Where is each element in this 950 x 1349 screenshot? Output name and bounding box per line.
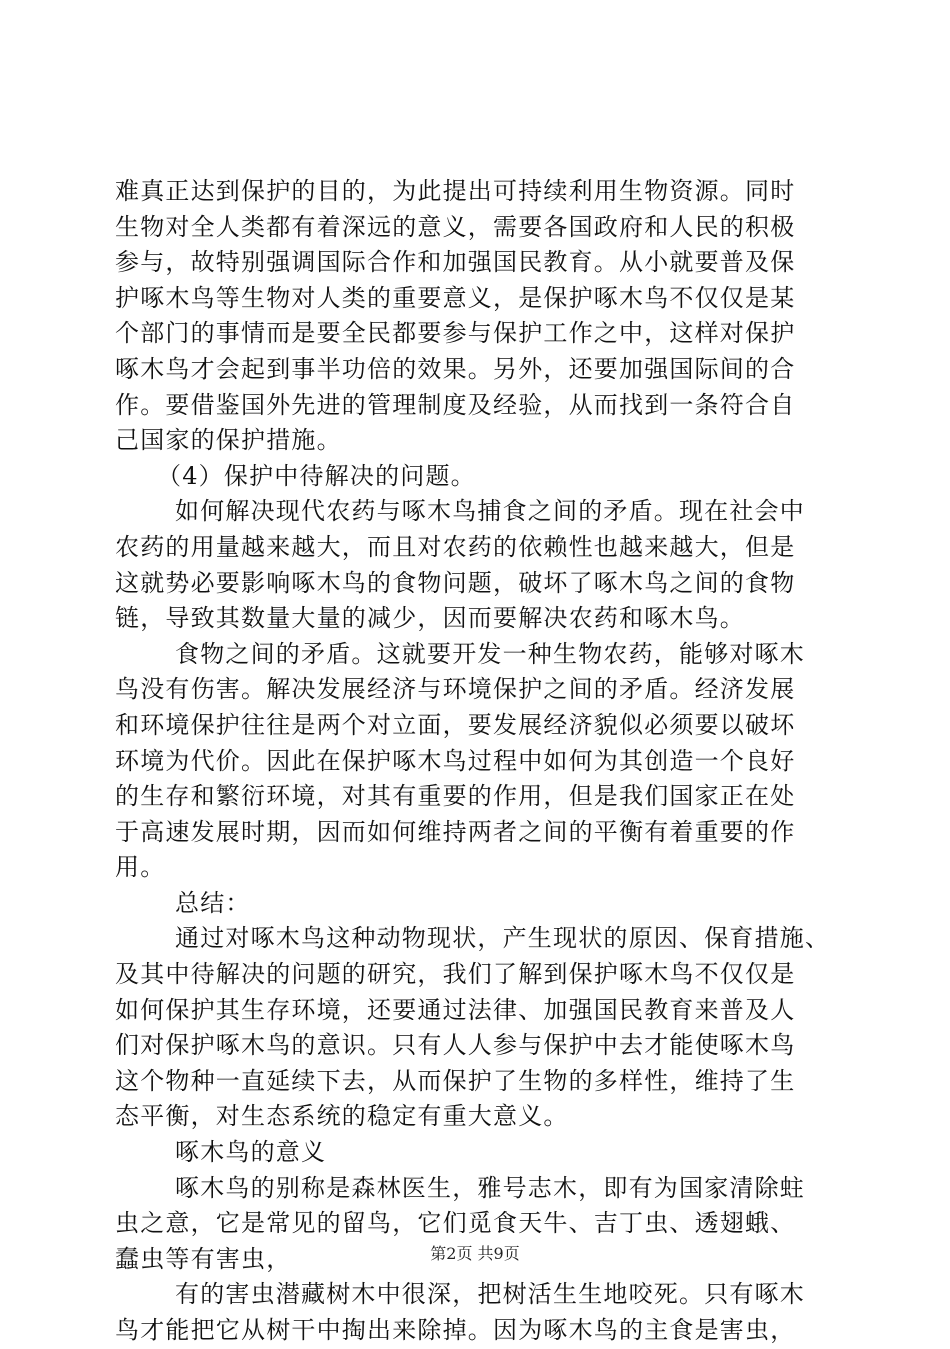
text-line: 如何解决现代农药与啄木鸟捕食之间的矛盾。现在社会中 [175,497,805,526]
section-heading: （4）保护中待解决的问题。 [157,461,476,490]
text-line: 于高速发展时期，因而如何维持两者之间的平衡有着重要的作 [115,817,796,846]
text-line: 食物之间的矛盾。这就要开发一种生物农药，能够对啄木 [175,639,805,668]
text-line: 的生存和繁衍环境，对其有重要的作用，但是我们国家正在处 [115,782,796,811]
text-line: 己国家的保护措施。 [115,426,342,455]
text-line: 啄木鸟才会起到事半功倍的效果。另外，还要加强国际间的合 [115,354,796,383]
section-heading: 啄木鸟的意义 [175,1138,327,1167]
text-line: 用。 [115,853,166,882]
text-line: 生物对全人类都有着深远的意义，需要各国政府和人民的积极 [115,212,796,241]
text-line: 参与，故特别强调国际合作和加强国民教育。从小就要普及保 [115,248,796,277]
text-line: 鸟才能把它从树干中掏出来除掉。因为啄木鸟的主食是害虫， [115,1316,796,1344]
text-line: 这个物种一直延续下去，从而保护了生物的多样性，维持了生 [115,1066,796,1095]
text-line: 环境为代价。因此在保护啄木鸟过程中如何为其创造一个良好 [115,746,796,775]
text-line: 鸟没有伤害。解决发展经济与环境保护之间的矛盾。经济发展 [115,675,796,704]
text-line: 及其中待解决的问题的研究，我们了解到保护啄木鸟不仅仅是 [115,960,796,989]
text-line: 作。要借鉴国外先进的管理制度及经验，从而找到一条符合自 [115,390,796,419]
section-heading: 总结： [175,888,251,917]
text-line: 态平衡，对生态系统的稳定有重大意义。 [115,1102,569,1131]
text-line: 如何保护其生存环境，还要通过法律、加强国民教育来普及人 [115,995,796,1024]
text-line: 蠢虫等有害虫， [115,1244,292,1273]
text-line: 虫之意，它是常见的留鸟，它们觅食天牛、吉丁虫、透翅蛾、 [115,1209,796,1238]
text-line: 农药的用量越来越大，而且对农药的依赖性也越来越大，但是 [115,532,796,561]
text-line: 们对保护啄木鸟的意识。只有人人参与保护中去才能使啄木鸟 [115,1031,796,1060]
text-line: 和环境保护往往是两个对立面，要发展经济貌似必须要以破坏 [115,710,796,739]
body-text [115,174,835,1349]
text-line: 有的害虫潜藏树木中很深，把树活生生地咬死。只有啄木 [175,1280,805,1309]
text-line: 难真正达到保护的目的，为此提出可持续利用生物资源。同时 [115,177,796,205]
text-line: 啄木鸟的别称是森林医生，雅号志木，即有为国家清除蛀 [175,1173,805,1202]
text-line: 这就势必要影响啄木鸟的食物问题，破坏了啄木鸟之间的食物 [115,568,796,597]
text-line: 链，导致其数量大量的减少，因而要解决农药和啄木鸟。 [115,604,745,633]
page-footer: 第2页 共9页 [430,1244,520,1263]
text-line: 通过对啄木鸟这种动物现状，产生现状的原因、保育措施、 [175,924,831,953]
text-line: 护啄木鸟等生物对人类的重要意义，是保护啄木鸟不仅仅是某 [115,283,796,312]
text-line: 个部门的事情而是要全民都要参与保护工作之中，这样对保护 [115,319,796,348]
